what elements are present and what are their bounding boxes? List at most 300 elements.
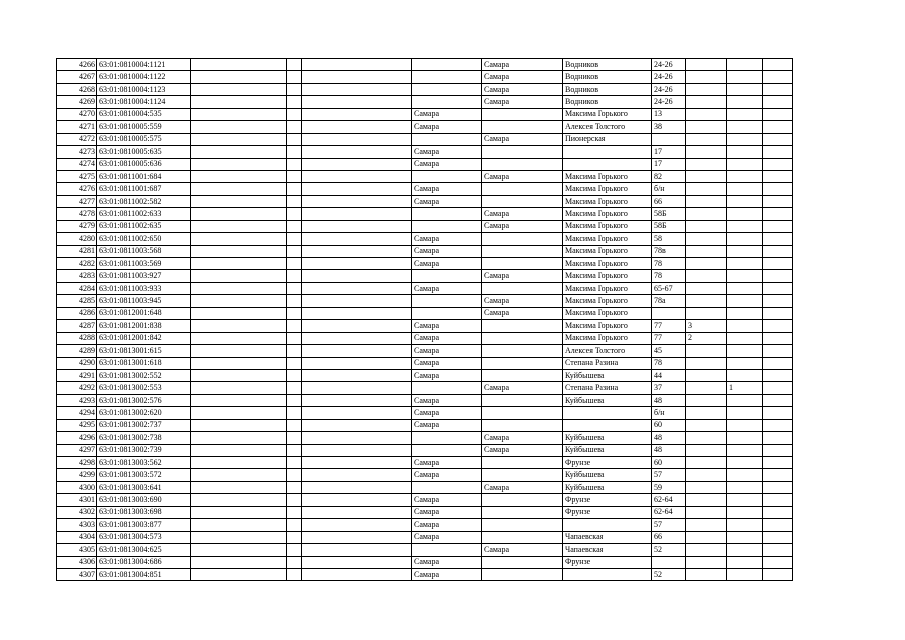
- street-cell: Фрунзе: [563, 556, 652, 568]
- col-l-cell: [763, 183, 793, 195]
- street-cell: Максима Горького: [563, 170, 652, 182]
- col-l-cell: [763, 133, 793, 145]
- col-e-cell: [302, 432, 412, 444]
- col-d-cell: [287, 71, 302, 83]
- building-cell: [686, 220, 727, 232]
- col-d-cell: [287, 83, 302, 95]
- cadastral-number-cell: 63:01:0810004:1121: [97, 59, 191, 71]
- row-number-cell: 4288: [57, 332, 97, 344]
- row-number-cell: 4283: [57, 270, 97, 282]
- cadastral-number-cell: 63:01:0810005:575: [97, 133, 191, 145]
- col-l-cell: [763, 481, 793, 493]
- table-row: [57, 307, 793, 319]
- apartment-cell: [727, 233, 763, 245]
- col-c-cell: [191, 195, 287, 207]
- row-number-cell: 4274: [57, 158, 97, 170]
- col-e-cell: [302, 121, 412, 133]
- city-a-cell: Самара: [412, 394, 482, 406]
- cadastral-number-cell: 63:01:0811003:927: [97, 270, 191, 282]
- building-cell: [686, 71, 727, 83]
- house-number-cell: 37: [652, 382, 686, 394]
- city-a-cell: [412, 307, 482, 319]
- apartment-cell: [727, 494, 763, 506]
- apartment-cell: [727, 419, 763, 431]
- apartment-cell: [727, 369, 763, 381]
- col-d-cell: [287, 556, 302, 568]
- cadastral-number-cell: 63:01:0813001:615: [97, 345, 191, 357]
- col-e-cell: [302, 394, 412, 406]
- cadastral-number-cell: 63:01:0813002:739: [97, 444, 191, 456]
- col-e-cell: [302, 531, 412, 543]
- house-number-cell: 62-64: [652, 506, 686, 518]
- city-b-cell: Самара: [482, 83, 563, 95]
- col-l-cell: [763, 407, 793, 419]
- city-b-cell: [482, 357, 563, 369]
- city-b-cell: [482, 332, 563, 344]
- apartment-cell: [727, 469, 763, 481]
- col-l-cell: [763, 332, 793, 344]
- street-cell: [563, 519, 652, 531]
- cadastral-number-cell: 63:01:0813003:572: [97, 469, 191, 481]
- row-number-cell: 4269: [57, 96, 97, 108]
- col-l-cell: [763, 108, 793, 120]
- building-cell: [686, 146, 727, 158]
- row-number-cell: 4268: [57, 83, 97, 95]
- col-e-cell: [302, 133, 412, 145]
- house-number-cell: 58: [652, 233, 686, 245]
- city-a-cell: Самара: [412, 146, 482, 158]
- city-a-cell: [412, 444, 482, 456]
- house-number-cell: 78а: [652, 295, 686, 307]
- city-b-cell: [482, 345, 563, 357]
- building-cell: [686, 183, 727, 195]
- city-a-cell: Самара: [412, 121, 482, 133]
- col-l-cell: [763, 531, 793, 543]
- city-b-cell: [482, 506, 563, 518]
- apartment-cell: [727, 556, 763, 568]
- col-l-cell: [763, 59, 793, 71]
- col-l-cell: [763, 394, 793, 406]
- street-cell: Алексея Толстого: [563, 121, 652, 133]
- cadastral-number-cell: 63:01:0812001:648: [97, 307, 191, 319]
- col-l-cell: [763, 96, 793, 108]
- col-e-cell: [302, 83, 412, 95]
- col-e-cell: [302, 469, 412, 481]
- building-cell: [686, 59, 727, 71]
- table-row: [57, 245, 793, 257]
- table-row: [57, 133, 793, 145]
- row-number-cell: 4281: [57, 245, 97, 257]
- col-c-cell: [191, 544, 287, 556]
- col-l-cell: [763, 419, 793, 431]
- table-row: [57, 457, 793, 469]
- col-l-cell: [763, 307, 793, 319]
- street-cell: Куйбышева: [563, 469, 652, 481]
- city-b-cell: Самара: [482, 481, 563, 493]
- table-row: [57, 481, 793, 493]
- row-number-cell: 4290: [57, 357, 97, 369]
- table-row: [57, 332, 793, 344]
- col-l-cell: [763, 245, 793, 257]
- row-number-cell: 4273: [57, 146, 97, 158]
- building-cell: [686, 357, 727, 369]
- cadastral-number-cell: 63:01:0813003:698: [97, 506, 191, 518]
- apartment-cell: [727, 481, 763, 493]
- house-number-cell: 45: [652, 345, 686, 357]
- col-e-cell: [302, 245, 412, 257]
- col-l-cell: [763, 270, 793, 282]
- apartment-cell: [727, 307, 763, 319]
- house-number-cell: [652, 133, 686, 145]
- building-cell: [686, 307, 727, 319]
- col-e-cell: [302, 320, 412, 332]
- col-c-cell: [191, 245, 287, 257]
- street-cell: [563, 146, 652, 158]
- street-cell: Максима Горького: [563, 183, 652, 195]
- city-a-cell: [412, 59, 482, 71]
- col-d-cell: [287, 307, 302, 319]
- col-c-cell: [191, 394, 287, 406]
- row-number-cell: 4282: [57, 258, 97, 270]
- city-a-cell: Самара: [412, 345, 482, 357]
- house-number-cell: 24-26: [652, 59, 686, 71]
- col-l-cell: [763, 382, 793, 394]
- street-cell: Максима Горького: [563, 320, 652, 332]
- building-cell: [686, 407, 727, 419]
- row-number-cell: 4280: [57, 233, 97, 245]
- cadastral-number-cell: 63:01:0811002:633: [97, 208, 191, 220]
- house-number-cell: 77: [652, 332, 686, 344]
- col-l-cell: [763, 208, 793, 220]
- col-l-cell: [763, 71, 793, 83]
- col-l-cell: [763, 494, 793, 506]
- apartment-cell: [727, 258, 763, 270]
- table-row: [57, 369, 793, 381]
- city-b-cell: Самара: [482, 133, 563, 145]
- col-e-cell: [302, 233, 412, 245]
- row-number-cell: 4287: [57, 320, 97, 332]
- col-c-cell: [191, 96, 287, 108]
- building-cell: [686, 295, 727, 307]
- city-a-cell: Самара: [412, 556, 482, 568]
- col-l-cell: [763, 320, 793, 332]
- city-a-cell: [412, 544, 482, 556]
- row-number-cell: 4299: [57, 469, 97, 481]
- city-b-cell: Самара: [482, 220, 563, 232]
- city-b-cell: Самара: [482, 59, 563, 71]
- apartment-cell: [727, 71, 763, 83]
- cadastral-number-cell: 63:01:0811001:684: [97, 170, 191, 182]
- table-row: [57, 357, 793, 369]
- street-cell: Водников: [563, 71, 652, 83]
- building-cell: [686, 108, 727, 120]
- city-b-cell: [482, 369, 563, 381]
- table-row: [57, 394, 793, 406]
- apartment-cell: [727, 432, 763, 444]
- city-b-cell: [482, 195, 563, 207]
- cadastral-number-cell: 63:01:0813002:737: [97, 419, 191, 431]
- row-number-cell: 4279: [57, 220, 97, 232]
- apartment-cell: [727, 146, 763, 158]
- city-a-cell: [412, 295, 482, 307]
- city-a-cell: Самара: [412, 407, 482, 419]
- city-a-cell: [412, 270, 482, 282]
- house-number-cell: 38: [652, 121, 686, 133]
- table-row: [57, 83, 793, 95]
- col-c-cell: [191, 444, 287, 456]
- row-number-cell: 4284: [57, 282, 97, 294]
- building-cell: [686, 444, 727, 456]
- row-number-cell: 4302: [57, 506, 97, 518]
- col-e-cell: [302, 332, 412, 344]
- col-d-cell: [287, 432, 302, 444]
- city-a-cell: Самара: [412, 357, 482, 369]
- col-e-cell: [302, 357, 412, 369]
- house-number-cell: 78: [652, 270, 686, 282]
- cadastral-number-cell: 63:01:0813003:641: [97, 481, 191, 493]
- house-number-cell: 78: [652, 258, 686, 270]
- house-number-cell: 60: [652, 419, 686, 431]
- house-number-cell: 65-67: [652, 282, 686, 294]
- city-b-cell: [482, 494, 563, 506]
- street-cell: Максима Горького: [563, 245, 652, 257]
- col-c-cell: [191, 407, 287, 419]
- col-c-cell: [191, 59, 287, 71]
- street-cell: Куйбышева: [563, 444, 652, 456]
- col-d-cell: [287, 494, 302, 506]
- apartment-cell: [727, 295, 763, 307]
- apartment-cell: [727, 83, 763, 95]
- row-number-cell: 4271: [57, 121, 97, 133]
- apartment-cell: [727, 345, 763, 357]
- city-b-cell: Самара: [482, 96, 563, 108]
- col-d-cell: [287, 245, 302, 257]
- col-c-cell: [191, 307, 287, 319]
- building-cell: [686, 158, 727, 170]
- table-row: [57, 345, 793, 357]
- col-c-cell: [191, 270, 287, 282]
- table-row: [57, 444, 793, 456]
- house-number-cell: 48: [652, 394, 686, 406]
- city-b-cell: [482, 469, 563, 481]
- cadastral-number-cell: 63:01:0813002:553: [97, 382, 191, 394]
- apartment-cell: [727, 531, 763, 543]
- col-d-cell: [287, 407, 302, 419]
- city-b-cell: Самара: [482, 270, 563, 282]
- cadastral-number-cell: 63:01:0811003:569: [97, 258, 191, 270]
- city-b-cell: Самара: [482, 208, 563, 220]
- col-e-cell: [302, 444, 412, 456]
- apartment-cell: [727, 407, 763, 419]
- col-d-cell: [287, 419, 302, 431]
- col-d-cell: [287, 96, 302, 108]
- house-number-cell: 57: [652, 519, 686, 531]
- apartment-cell: [727, 444, 763, 456]
- city-a-cell: Самара: [412, 457, 482, 469]
- row-number-cell: 4306: [57, 556, 97, 568]
- house-number-cell: 24-26: [652, 71, 686, 83]
- col-c-cell: [191, 419, 287, 431]
- cadastral-number-cell: 63:01:0813001:618: [97, 357, 191, 369]
- col-c-cell: [191, 158, 287, 170]
- col-d-cell: [287, 233, 302, 245]
- col-l-cell: [763, 220, 793, 232]
- city-b-cell: Самара: [482, 544, 563, 556]
- col-c-cell: [191, 494, 287, 506]
- col-c-cell: [191, 481, 287, 493]
- cadastral-number-cell: 63:01:0812001:842: [97, 332, 191, 344]
- apartment-cell: [727, 158, 763, 170]
- city-b-cell: [482, 121, 563, 133]
- street-cell: [563, 419, 652, 431]
- table-row: [57, 469, 793, 481]
- row-number-cell: 4304: [57, 531, 97, 543]
- city-a-cell: Самара: [412, 369, 482, 381]
- apartment-cell: [727, 270, 763, 282]
- table-row: [57, 195, 793, 207]
- street-cell: Степана Разина: [563, 357, 652, 369]
- row-number-cell: 4277: [57, 195, 97, 207]
- city-b-cell: [482, 519, 563, 531]
- house-number-cell: 78в: [652, 245, 686, 257]
- table-row: [57, 494, 793, 506]
- col-l-cell: [763, 121, 793, 133]
- house-number-cell: 57: [652, 469, 686, 481]
- building-cell: [686, 133, 727, 145]
- col-d-cell: [287, 208, 302, 220]
- col-d-cell: [287, 59, 302, 71]
- city-b-cell: [482, 407, 563, 419]
- row-number-cell: 4305: [57, 544, 97, 556]
- cadastral-number-cell: 63:01:0810004:1124: [97, 96, 191, 108]
- city-a-cell: [412, 83, 482, 95]
- col-c-cell: [191, 83, 287, 95]
- row-number-cell: 4291: [57, 369, 97, 381]
- col-l-cell: [763, 568, 793, 580]
- street-cell: Фрунзе: [563, 506, 652, 518]
- table-row: [57, 270, 793, 282]
- house-number-cell: 24-26: [652, 83, 686, 95]
- building-cell: [686, 419, 727, 431]
- building-cell: [686, 382, 727, 394]
- city-b-cell: [482, 183, 563, 195]
- table-row: [57, 233, 793, 245]
- city-b-cell: Самара: [482, 307, 563, 319]
- city-b-cell: [482, 419, 563, 431]
- col-e-cell: [302, 59, 412, 71]
- cadastral-number-cell: 63:01:0810005:559: [97, 121, 191, 133]
- street-cell: Чапаевская: [563, 531, 652, 543]
- row-number-cell: 4270: [57, 108, 97, 120]
- cadastral-number-cell: 63:01:0813003:877: [97, 519, 191, 531]
- cadastral-number-cell: 63:01:0810005:636: [97, 158, 191, 170]
- city-a-cell: Самара: [412, 506, 482, 518]
- street-cell: Максима Горького: [563, 108, 652, 120]
- row-number-cell: 4298: [57, 457, 97, 469]
- table-row: [57, 320, 793, 332]
- col-e-cell: [302, 270, 412, 282]
- building-cell: [686, 494, 727, 506]
- street-cell: Куйбышева: [563, 432, 652, 444]
- col-d-cell: [287, 369, 302, 381]
- street-cell: [563, 407, 652, 419]
- col-l-cell: [763, 469, 793, 481]
- apartment-cell: [727, 208, 763, 220]
- col-l-cell: [763, 519, 793, 531]
- col-l-cell: [763, 544, 793, 556]
- building-cell: [686, 233, 727, 245]
- col-e-cell: [302, 195, 412, 207]
- city-a-cell: Самара: [412, 282, 482, 294]
- col-l-cell: [763, 83, 793, 95]
- cadastral-number-cell: 63:01:0811002:635: [97, 220, 191, 232]
- col-c-cell: [191, 133, 287, 145]
- col-d-cell: [287, 108, 302, 120]
- col-d-cell: [287, 457, 302, 469]
- city-b-cell: Самара: [482, 444, 563, 456]
- building-cell: [686, 345, 727, 357]
- city-a-cell: Самара: [412, 258, 482, 270]
- row-number-cell: 4272: [57, 133, 97, 145]
- col-d-cell: [287, 469, 302, 481]
- street-cell: Водников: [563, 83, 652, 95]
- building-cell: [686, 519, 727, 531]
- col-e-cell: [302, 568, 412, 580]
- city-a-cell: Самара: [412, 568, 482, 580]
- col-c-cell: [191, 357, 287, 369]
- col-c-cell: [191, 282, 287, 294]
- col-c-cell: [191, 170, 287, 182]
- street-cell: Пионерская: [563, 133, 652, 145]
- col-c-cell: [191, 146, 287, 158]
- col-e-cell: [302, 71, 412, 83]
- registry-table: [56, 58, 793, 581]
- building-cell: [686, 270, 727, 282]
- street-cell: Максима Горького: [563, 258, 652, 270]
- house-number-cell: 44: [652, 369, 686, 381]
- city-b-cell: [482, 146, 563, 158]
- city-a-cell: Самара: [412, 158, 482, 170]
- col-e-cell: [302, 519, 412, 531]
- col-e-cell: [302, 457, 412, 469]
- city-a-cell: [412, 382, 482, 394]
- col-e-cell: [302, 307, 412, 319]
- col-e-cell: [302, 544, 412, 556]
- building-cell: [686, 170, 727, 182]
- col-l-cell: [763, 556, 793, 568]
- col-d-cell: [287, 133, 302, 145]
- house-number-cell: 62-64: [652, 494, 686, 506]
- building-cell: [686, 245, 727, 257]
- col-e-cell: [302, 407, 412, 419]
- col-c-cell: [191, 121, 287, 133]
- city-b-cell: [482, 282, 563, 294]
- col-d-cell: [287, 357, 302, 369]
- apartment-cell: [727, 133, 763, 145]
- col-l-cell: [763, 444, 793, 456]
- col-e-cell: [302, 208, 412, 220]
- row-number-cell: 4276: [57, 183, 97, 195]
- city-b-cell: [482, 531, 563, 543]
- city-b-cell: Самара: [482, 295, 563, 307]
- col-l-cell: [763, 357, 793, 369]
- city-b-cell: [482, 158, 563, 170]
- building-cell: [686, 531, 727, 543]
- apartment-cell: [727, 170, 763, 182]
- col-e-cell: [302, 96, 412, 108]
- city-a-cell: [412, 133, 482, 145]
- cadastral-number-cell: 63:01:0813004:573: [97, 531, 191, 543]
